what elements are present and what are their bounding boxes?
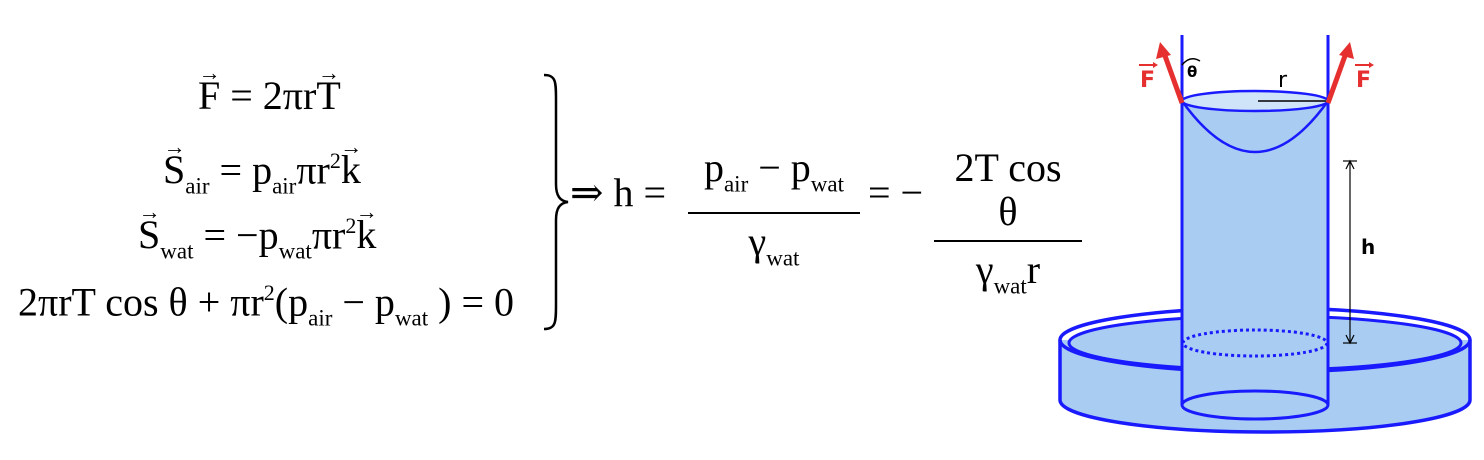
vector-overbar-head xyxy=(1369,62,1374,68)
exponent: 2 xyxy=(345,213,357,238)
radius-label: r xyxy=(1278,68,1288,93)
fraction-denominator xyxy=(688,214,860,280)
capillary-tube-diagram xyxy=(1050,25,1480,455)
fraction-numerator: 2T cos θ xyxy=(934,146,1082,242)
surface-force-symbol: → S xyxy=(163,147,185,193)
subscript: air xyxy=(308,305,333,331)
equation-text: = −p xyxy=(203,212,279,258)
equation-text: − p xyxy=(332,279,395,325)
force-label-right: F xyxy=(1356,68,1372,93)
denominator-text: r xyxy=(1026,247,1041,292)
tube-bottom-ellipse xyxy=(1182,391,1328,419)
surface-force-symbol: → S xyxy=(138,212,160,258)
brace-path xyxy=(544,75,568,329)
numerator-text: − p xyxy=(748,145,811,190)
exponent: 2 xyxy=(329,148,341,173)
subscript: wat xyxy=(810,171,845,197)
equation-force-balance xyxy=(18,270,514,342)
force-arrow-left-shaft xyxy=(1164,53,1182,103)
denominator-text: γ xyxy=(748,219,767,265)
right-curly-brace xyxy=(540,72,572,332)
force-arrow-right-head xyxy=(1339,42,1354,59)
result-implies: ⇒ h = xyxy=(570,170,667,215)
force-arrow-right-shaft xyxy=(1328,53,1346,103)
k-vector-symbol: → k xyxy=(341,147,361,193)
numerator-text: p xyxy=(703,145,724,190)
subscript: wat xyxy=(993,273,1027,299)
equation-text: = p xyxy=(219,147,273,193)
equation-text: = 2πr xyxy=(230,73,317,118)
equation-text: πr xyxy=(311,212,346,258)
fraction-pressure-difference xyxy=(688,146,860,281)
equation-text: (p xyxy=(274,279,309,325)
tube-water-column xyxy=(1182,97,1328,405)
subscript: wat xyxy=(160,238,194,264)
subscript: air xyxy=(723,171,749,197)
vector-overbar-head xyxy=(1153,62,1158,68)
angle-label: θ xyxy=(1187,63,1198,81)
subscript: air xyxy=(272,173,297,199)
result-equals-negative: = − xyxy=(868,170,924,215)
equation-text: 2πrT cos θ + πr xyxy=(18,279,264,325)
force-label-left: F xyxy=(1140,68,1156,93)
denominator-text: γ xyxy=(975,247,994,292)
force-arrow-left-head xyxy=(1156,42,1171,59)
subscript: wat xyxy=(278,238,312,264)
exponent: 2 xyxy=(263,280,275,305)
equation-air-pressure-force xyxy=(163,138,361,210)
equation-water-pressure-force xyxy=(138,203,376,275)
fraction-numerator xyxy=(688,146,860,214)
tension-vector-symbol: → T xyxy=(316,73,340,119)
height-label: h xyxy=(1361,235,1376,259)
subscript: air xyxy=(185,173,210,199)
subscript: wat xyxy=(394,305,429,331)
k-vector-symbol: → k xyxy=(356,212,376,258)
equation-text: ) = 0 xyxy=(428,279,515,325)
force-vector-symbol: → F xyxy=(198,73,220,119)
subscript: wat xyxy=(766,245,800,271)
equation-force xyxy=(198,73,341,119)
equation-text: πr xyxy=(296,147,330,193)
